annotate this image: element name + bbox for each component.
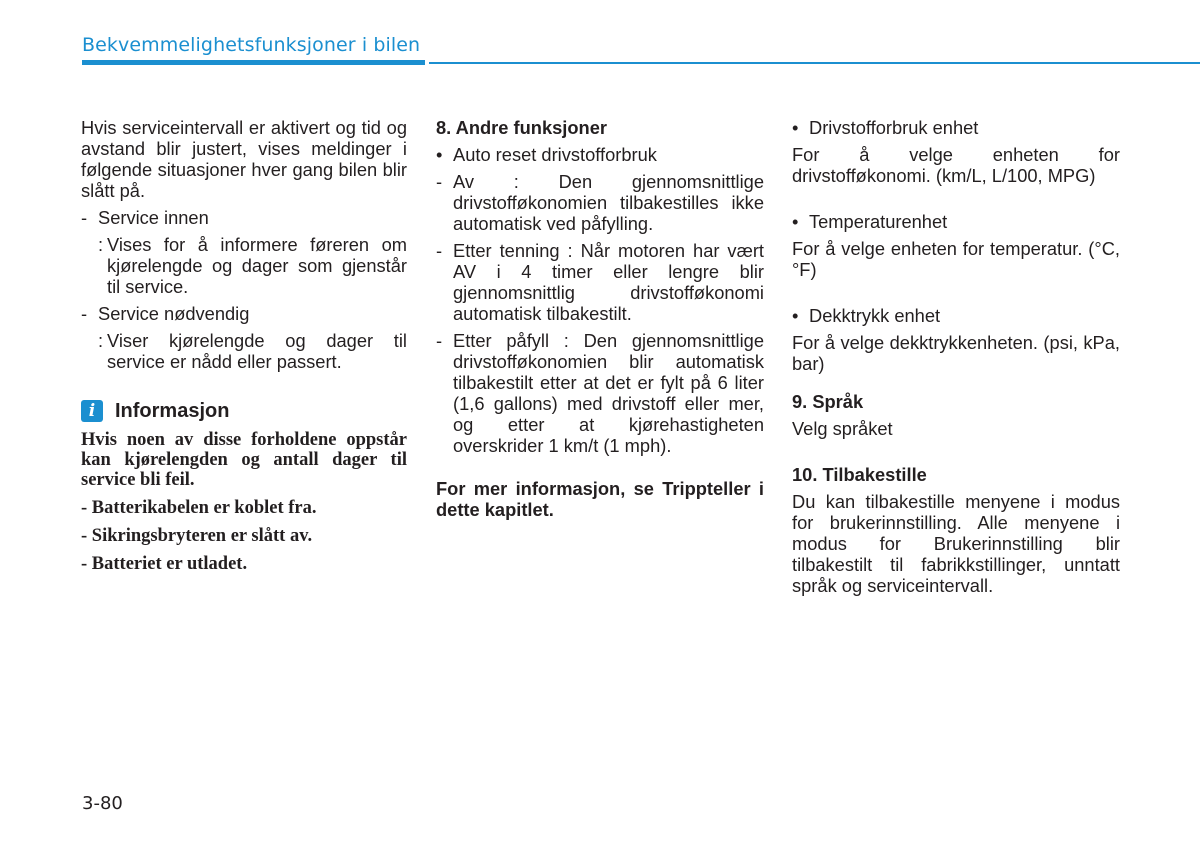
service-innen-label: Service innen	[98, 207, 209, 228]
bullet-label: Auto reset drivstofforbruk	[453, 144, 657, 165]
service-nodvendig-desc: Viser kjørelengde og dager til service er nådd eller passert.	[107, 330, 407, 372]
tire-pressure-unit-label: Dekktrykk enhet	[809, 305, 941, 326]
list-item	[436, 240, 764, 324]
tire-pressure-unit-desc: For å velge dekktrykkenheten. (psi, kPa, bar)	[792, 332, 1120, 374]
list-item	[81, 303, 407, 324]
info-icon: i	[81, 400, 103, 422]
fuel-unit-desc: For å velge enheten for drivstofføkonomi. (km/L, L/100, MPG)	[792, 144, 1120, 186]
column-middle	[436, 117, 764, 520]
info-item: - Sikringsbryteren er slått av.	[81, 526, 313, 546]
bullet-marker: •	[436, 144, 443, 165]
list-item-desc	[98, 330, 407, 372]
colon-marker: :	[98, 234, 104, 255]
option-etter-tenning: Etter tenning : Når motoren har vært AV i 4 timer eller lengre blir gjennomsnittlig drivstofføkonomi automatisk tilbakestilt.	[453, 240, 764, 324]
dash-marker: -	[436, 240, 443, 261]
list-item	[436, 330, 764, 456]
section-10-text: Du kan tilbakestille menyene i modus for brukerinnstilling. Alle menyene i modus for Brukerinnstilling blir tilbakestilt til fabrikkstillinger, unntatt språk og serviceintervall.	[792, 491, 1120, 596]
dash-marker: -	[436, 171, 443, 192]
dash-marker: -	[436, 330, 443, 351]
section-10-heading: 10. Tilbakestille	[792, 464, 927, 485]
column-left	[81, 117, 407, 574]
service-nodvendig-label: Service nødvendig	[98, 303, 250, 324]
page-number: 3-80	[82, 793, 123, 814]
bullet-marker: •	[792, 305, 799, 326]
header-rule-thick	[82, 60, 425, 65]
info-text: Hvis noen av disse forholdene oppstår kan kjørelengden og antall dager til service bli feil.	[81, 430, 407, 490]
bullet-item	[792, 305, 1120, 326]
section-9-heading: 9. Språk	[792, 391, 864, 412]
bullet-item	[436, 144, 764, 165]
bullet-item	[792, 117, 1120, 138]
bullet-marker: •	[792, 211, 799, 232]
intro-paragraph: Hvis serviceintervall er aktivert og tid og avstand blir justert, vises meldinger i følgende situasjoner hver gang bilen blir slått på.	[81, 117, 407, 201]
colon-marker: :	[98, 330, 104, 351]
info-heading	[81, 400, 407, 422]
reference-note: For mer informasjon, se Trippteller i dette kapitlet.	[436, 478, 764, 520]
section-title: Bekvemmelighetsfunksjoner i bilen	[82, 34, 421, 56]
column-right	[792, 117, 1120, 596]
bullet-item	[792, 211, 1120, 232]
dash-marker: -	[81, 303, 88, 324]
info-title: Informasjon	[115, 399, 230, 422]
fuel-unit-label: Drivstofforbruk enhet	[809, 117, 979, 138]
temperature-unit-desc: For å velge enheten for temperatur. (°C, °F)	[792, 238, 1120, 280]
info-item: - Batteriet er utladet.	[81, 554, 248, 574]
list-item	[436, 171, 764, 234]
temperature-unit-label: Temperaturenhet	[809, 211, 948, 232]
info-item: - Batterikabelen er koblet fra.	[81, 498, 317, 518]
option-etter-pafyll: Etter påfyll : Den gjennomsnittlige drivstofføkonomien blir automatisk tilbakestilt etter at det er fylt på 6 liter (1,6 gallons) med drivstoff eller mer, og etter at kjørehastigheten overskrider 1 km/t (1 mph).	[453, 330, 764, 456]
bullet-marker: •	[792, 117, 799, 138]
list-item	[81, 207, 407, 228]
list-item-desc	[98, 234, 407, 297]
section-8-heading: 8. Andre funksjoner	[436, 117, 607, 138]
section-9-text: Velg språket	[792, 418, 893, 439]
header-rule-thin	[429, 62, 1200, 64]
option-av: Av : Den gjennomsnittlige drivstofføkonomien tilbakestilles ikke automatisk ved påfylling.	[453, 171, 764, 234]
service-innen-desc: Vises for å informere føreren om kjørelengde og dager som gjenstår til service.	[107, 234, 407, 297]
dash-marker: -	[81, 207, 88, 228]
